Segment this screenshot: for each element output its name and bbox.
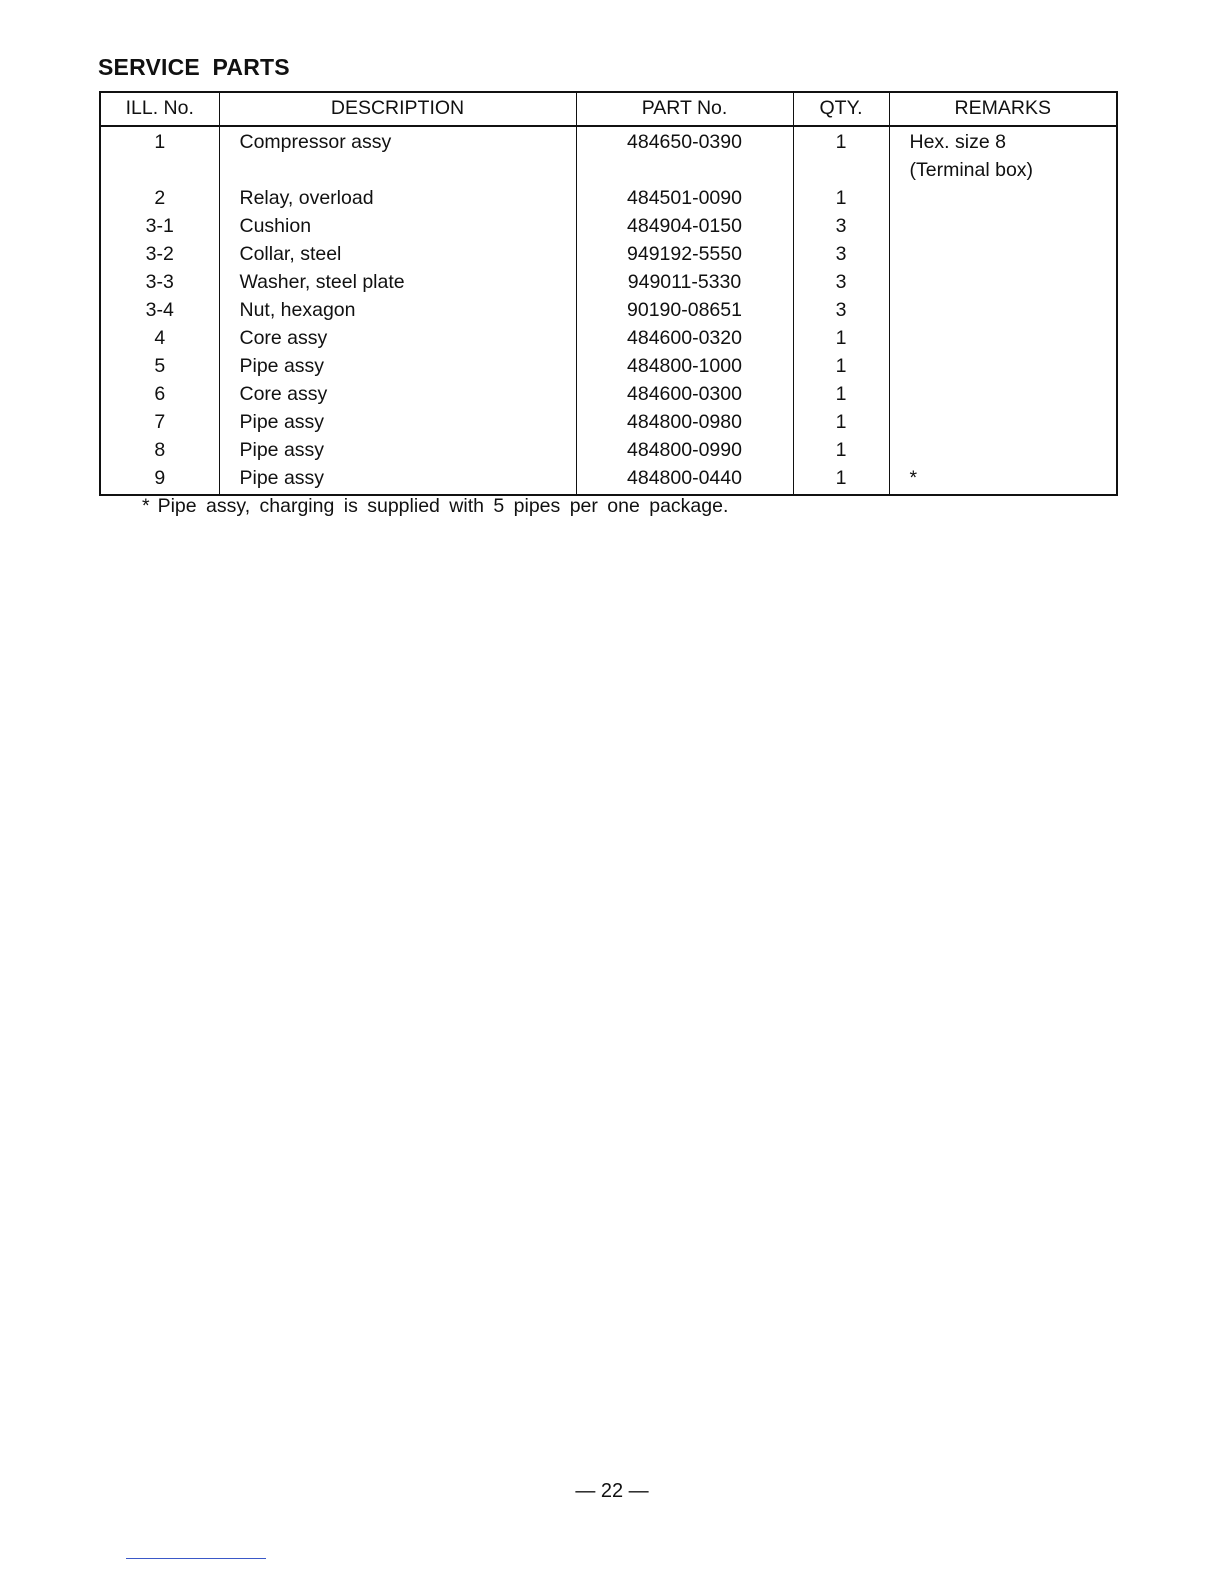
- cell-ill-no: 1: [154, 131, 166, 153]
- cell-description: Relay, overload: [219, 184, 576, 212]
- cell-qty: 3: [793, 212, 889, 240]
- table-header-row: [100, 92, 1117, 126]
- cell-remarks: [889, 126, 1117, 184]
- table-row: [100, 296, 1117, 324]
- table-row: [100, 408, 1117, 436]
- cell-part-no: 484800-1000: [576, 352, 793, 380]
- header-part-no: PART No.: [576, 92, 793, 126]
- header-description: DESCRIPTION: [219, 92, 576, 126]
- cell-qty: 1: [793, 126, 889, 184]
- footnote-marker: *: [142, 495, 150, 517]
- cell-qty: 1: [793, 436, 889, 464]
- cell-qty: 1: [793, 408, 889, 436]
- remarks-line-2: (Terminal box): [909, 159, 1034, 181]
- cell-part-no: 484800-0990: [576, 436, 793, 464]
- cell-description: Pipe assy: [219, 408, 576, 436]
- cell-ill-no: 3-2: [145, 243, 174, 265]
- cell-qty: 1: [793, 324, 889, 352]
- cell-description: Cushion: [219, 212, 576, 240]
- cell-description: Collar, steel: [219, 240, 576, 268]
- cell-description: Pipe assy: [219, 352, 576, 380]
- cell-ill-no: 3-3: [145, 271, 174, 293]
- cell-remarks: [889, 184, 1117, 212]
- cell-qty: 1: [793, 464, 889, 495]
- cell-part-no: 484600-0300: [576, 380, 793, 408]
- footnote: [142, 495, 728, 518]
- cell-remarks: [889, 436, 1117, 464]
- cell-ill-no: 8: [154, 439, 166, 461]
- page-number: — 22 —: [575, 1480, 649, 1502]
- bottom-rule-divider: [126, 1558, 266, 1559]
- cell-ill-no: 7: [154, 411, 166, 433]
- cell-part-no: 484800-0440: [576, 464, 793, 495]
- cell-remarks: [889, 408, 1117, 436]
- table-row: [100, 352, 1117, 380]
- cell-qty: 3: [793, 268, 889, 296]
- table-row: [100, 212, 1117, 240]
- cell-ill-no: 5: [154, 355, 166, 377]
- cell-part-no: 484600-0320: [576, 324, 793, 352]
- cell-qty: 1: [793, 184, 889, 212]
- table-row: [100, 380, 1117, 408]
- remarks-line-1: Hex. size 8: [909, 131, 1006, 153]
- page-title: SERVICE PARTS: [98, 54, 290, 80]
- header-qty: QTY.: [793, 92, 889, 126]
- cell-qty: 3: [793, 240, 889, 268]
- cell-ill-no: 3-4: [145, 299, 174, 321]
- cell-description: Pipe assy: [219, 464, 576, 495]
- cell-part-no: 949192-5550: [576, 240, 793, 268]
- cell-remarks: [889, 296, 1117, 324]
- cell-qty: 1: [793, 352, 889, 380]
- table-row: [100, 268, 1117, 296]
- table-row: [100, 184, 1117, 212]
- cell-description: Core assy: [219, 324, 576, 352]
- cell-remarks: [889, 240, 1117, 268]
- header-remarks: REMARKS: [889, 92, 1117, 126]
- cell-description: Pipe assy: [219, 436, 576, 464]
- cell-ill-no: 4: [154, 327, 166, 349]
- cell-part-no: 949011-5330: [576, 268, 793, 296]
- cell-remarks: [889, 268, 1117, 296]
- cell-description: Washer, steel plate: [219, 268, 576, 296]
- cell-remarks: [889, 352, 1117, 380]
- table-row: [100, 436, 1117, 464]
- cell-description: Core assy: [219, 380, 576, 408]
- cell-remarks: [889, 324, 1117, 352]
- table-row: [100, 240, 1117, 268]
- table-row: [100, 324, 1117, 352]
- cell-part-no: 484501-0090: [576, 184, 793, 212]
- cell-ill-no: 6: [154, 383, 166, 405]
- cell-part-no: 484800-0980: [576, 408, 793, 436]
- service-parts-table: [99, 91, 1118, 496]
- table-row: [100, 464, 1117, 495]
- header-ill-no: ILL. No.: [100, 92, 219, 126]
- cell-qty: 1: [793, 380, 889, 408]
- cell-qty: 3: [793, 296, 889, 324]
- cell-description: Compressor assy: [219, 126, 576, 184]
- cell-ill-no: 3-1: [145, 215, 174, 237]
- cell-part-no: 90190-08651: [576, 296, 793, 324]
- cell-remarks: [889, 212, 1117, 240]
- cell-remarks: [889, 380, 1117, 408]
- table-row: [100, 126, 1117, 184]
- footnote-text: Pipe assy, charging is supplied with 5 pipes per one package.: [157, 495, 729, 517]
- cell-part-no: 484650-0390: [576, 126, 793, 184]
- cell-ill-no: 9: [154, 467, 166, 489]
- cell-ill-no: 2: [154, 187, 166, 209]
- cell-description: Nut, hexagon: [219, 296, 576, 324]
- cell-part-no: 484904-0150: [576, 212, 793, 240]
- cell-remarks: *: [889, 464, 1117, 495]
